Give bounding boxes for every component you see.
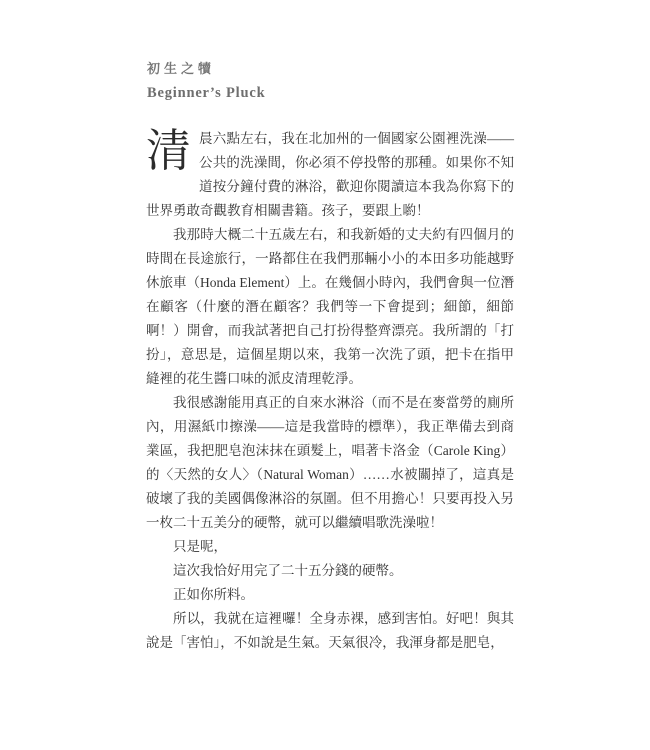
chapter-title-english: Beginner’s Pluck [147,85,266,101]
running-header [147,58,265,102]
drop-cap: 清 [146,126,192,176]
paragraph: 所以，我就在這裡囉！全身赤裸，感到害怕。好吧！與其說是「害怕」，不如說是生氣。天氣很冷，我渾身都是肥皂， [146,611,514,650]
chapter-title-chinese: 初生之犢 [147,61,216,76]
paragraph: 只是呢， [173,539,227,554]
body-text [146,127,514,655]
paragraph: 我很感謝能用真正的自來水淋浴（而不是在麥當勞的廁所內，用濕紙巾擦澡——這是我當時的標準），我正準備去到商業區，我把肥皂泡沫抹在頭髮上，唱著卡洛金（Carole King）的〈天然的女人〉（Natural Woman）……水被關掉了，這真是破壞了我的美國偶像淋浴的氛圍。但不用擔心！只要再投入另一枚二十五美分的硬幣，就可以繼續唱歌洗澡啦！ [146,395,514,530]
paragraph: 這次我恰好用完了二十五分錢的硬幣。 [173,563,403,578]
paragraph: 我那時大概二十五歲左右，和我新婚的丈夫約有四個月的時間在長途旅行，一路都住在我們那輛小小的本田多功能越野休旅車（Honda Element）上。在幾個小時內，我們會與一位潛在顧客（什麼的潛在顧客？我們等一下會提到；細節，細節啊！）開會，而我試著把自己打扮得整齊漂亮。我所謂的「打扮」，意思是，這個星期以來，我第一次洗了頭，把卡在指甲縫裡的花生醬口味的派皮清理乾淨。 [146,227,514,386]
paragraph: 正如你所料。 [173,587,254,602]
paragraph: 清晨六點左右，我在北加州的一個國家公園裡洗澡——公共的洗澡間，你必須不停投幣的那種。如果你不知道按分鐘付費的淋浴，歡迎你閱讀這本我為你寫下的世界勇敢奇觀教育相關書籍。孩子，要跟上喲！ [146,126,514,218]
